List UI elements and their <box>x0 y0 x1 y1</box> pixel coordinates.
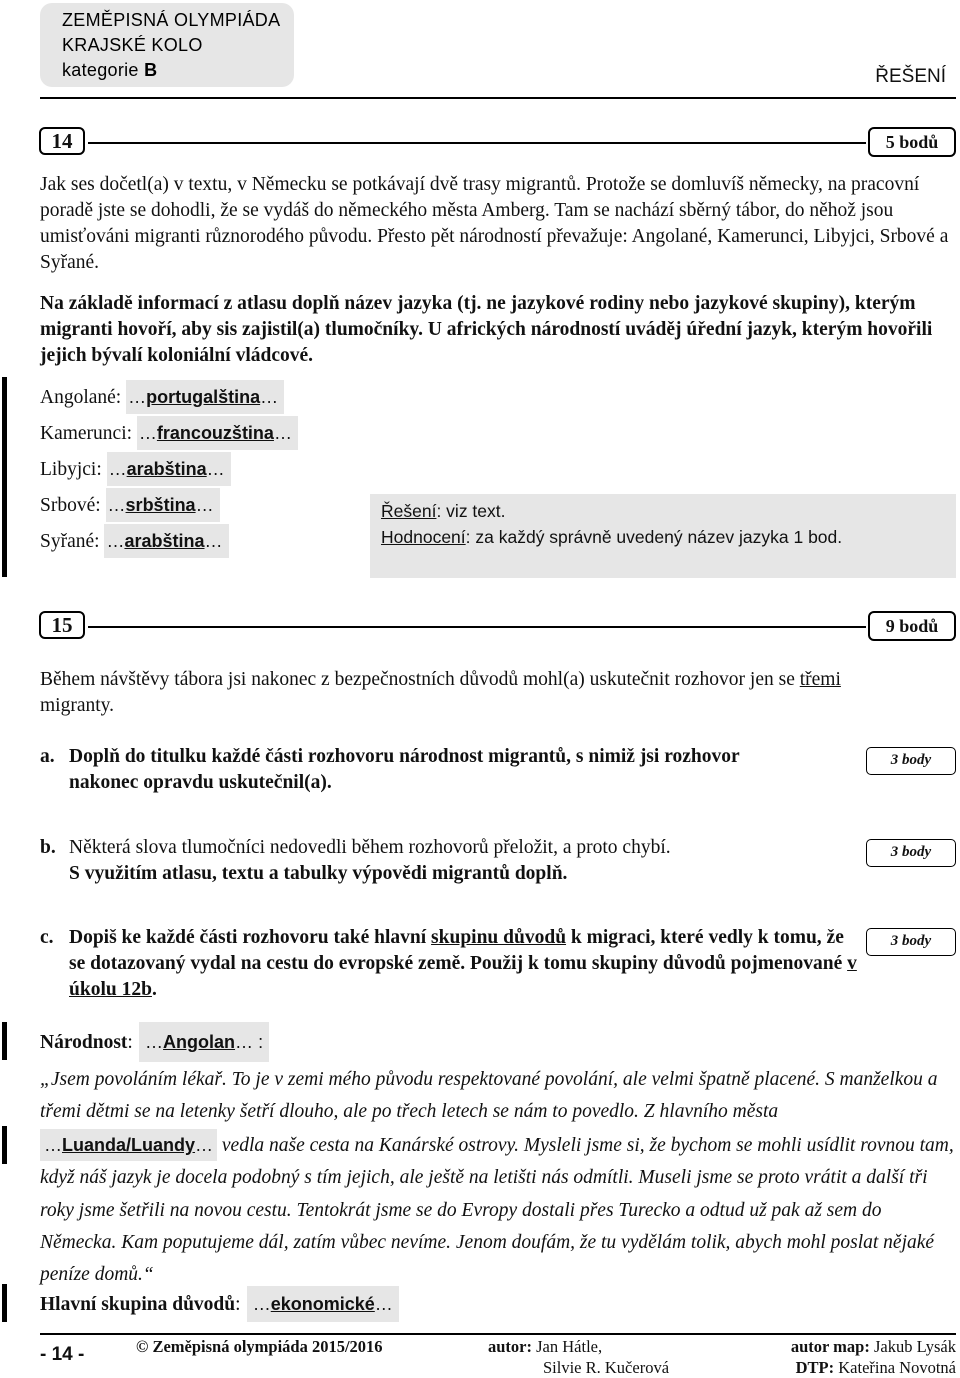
lang-row-angolane: Angolané: …portugalština… <box>40 380 284 414</box>
page-number: - 14 - <box>40 1344 85 1365</box>
footer-divider <box>40 1333 956 1335</box>
margin-bar <box>2 1284 7 1322</box>
lang-row-libyjci: Libyjci: …arabština… <box>40 452 231 486</box>
city-answer: Luanda/Luandy <box>62 1134 196 1155</box>
migrant-quote: „Jsem povoláním lékař. To je v zemi mého původu respektované povolání, ale velmi špatně placené. S manželkou a třemi dětmi se na letenky šetří dlouho, ale po třech letech se nám to povedlo. Z hlavního města …Luanda/Luandy… vedla naše cesta na Kanárské ostrovy. Mysleli jsme si, že bychom se mohli usídlit rovnou tam, když náš jazyk je docela podobný s tím jejich, ale ještě na letišti nás odmítli. Museli jsme se proto vrátit a další tři roky jsme šetřili na novou cestu. Tentokrát jsme se do Evropy dostali přes Turecko a odtud už pak až sem do Německa. Kam poputujeme dál, zatím vůbec nevíme. Jenom doufám, že tu vydělám tolik, abych mohl poslat nějaké peníze domů.“ <box>40 1069 954 1286</box>
lang-row-srbove: Srbové: …srbština… <box>40 488 220 522</box>
subtask-a-text: Doplň do titulku každé části rozhovoru národnost migrantů, s nimiž jsi rozhovor nakonec opravdu uskutečnil(a). <box>69 746 740 793</box>
category-line: kategorie B <box>62 60 158 80</box>
map-author: autor map: Jakub Lysák <box>790 1337 956 1356</box>
task15-intro: Během návštěvy tábora jsi nakonec z bezpečnostních důvodů mohl(a) uskutečnit rozhovor jen se třemi migranty. <box>40 669 841 716</box>
subtask-b-points: 3 body <box>866 839 956 867</box>
subtask-a-points: 3 body <box>866 747 956 775</box>
task-points-15: 9 bodů <box>868 611 956 641</box>
lang-answer: portugalština <box>146 387 261 407</box>
subtask-a-letter: a. <box>40 746 55 767</box>
lang-answer: srbština <box>125 495 196 515</box>
lang-answer: arabština <box>124 531 205 551</box>
subtask-b-letter: b. <box>40 837 56 858</box>
round-title: KRAJSKÉ KOLO <box>62 35 203 55</box>
margin-bar <box>2 1126 7 1164</box>
lang-row-kamerunci: Kamerunci: …francouzština… <box>40 416 298 450</box>
authors-line2: Silvie R. Kučerová <box>543 1358 670 1377</box>
solution-box: Řešení: viz text. Hodnocení: za každý správně uvedený název jazyka 1 bod. <box>370 494 956 578</box>
copyright: © Zeměpisná olympiáda 2015/2016 <box>136 1337 383 1356</box>
olympiad-title: ZEMĚPISNÁ OLYMPIÁDA <box>62 10 281 30</box>
nationality-answer: Angolan <box>163 1032 236 1052</box>
lang-answer: arabština <box>126 459 207 479</box>
task-number-15: 15 <box>39 611 85 639</box>
subtask-c-letter: c. <box>40 927 54 948</box>
header-divider <box>40 97 956 99</box>
subtask-b-text: Některá slova tlumočníci nedovedli během rozhovorů přeložit, a proto chybí. S využitím atlasu, textu a tabulky výpovědi migrantů doplň. <box>69 837 671 884</box>
nationality-row: Národnost: …Angolan… : <box>40 1022 269 1062</box>
subtask-c-points: 3 body <box>866 928 956 956</box>
margin-bar <box>2 1022 7 1060</box>
task-number-14: 14 <box>39 127 85 155</box>
task-divider <box>88 142 866 144</box>
solution-label: ŘEŠENÍ <box>875 66 946 87</box>
reason-group-row: Hlavní skupina důvodů: …ekonomické… <box>40 1286 399 1322</box>
lang-answer: francouzština <box>156 423 274 443</box>
margin-bar <box>2 377 7 577</box>
lang-row-syrane: Syřané: …arabština… <box>40 524 229 558</box>
authors: autor: Jan Hátle, <box>488 1337 603 1356</box>
dtp-credit: DTP: Kateřina Novotná <box>795 1358 956 1377</box>
task-divider <box>88 626 866 628</box>
subtask-c-text: Dopiš ke každé části rozhovoru také hlavní skupinu důvodů k migraci, které vedly k tomu, že se dotazovaný vydal na cestu do evropské země. Použij k tomu skupiny důvodů pojmenované v úkolu 12b. <box>69 927 857 1000</box>
task-points-14: 5 bodů <box>868 127 956 157</box>
reason-group-answer: ekonomické <box>270 1294 375 1314</box>
task14-instruction: Na základě informací z atlasu doplň název jazyka (tj. ne jazykové rodiny nebo jazykové skupiny), kterým migranti hovoří, aby sis zajistil(a) tlumočníky. U afrických národností uváděj úřední jazyk, kterým hovořili jejich bývalí koloniální vládcové. <box>40 293 933 366</box>
task14-intro: Jak ses dočetl(a) v textu, v Německu se potkávají dvě trasy migrantů. Protože se domluvíš německy, na pracovní poradě jste se dohodli, že se vydáš do německého města Amberg. Tam se nachází sběrný tábor, do něhož jsou umisťováni migranti různorodého původu. Přesto pět národností převažuje: Angolané, Kamerunci, Libyjci, Srbové a Syřané. <box>40 174 949 273</box>
